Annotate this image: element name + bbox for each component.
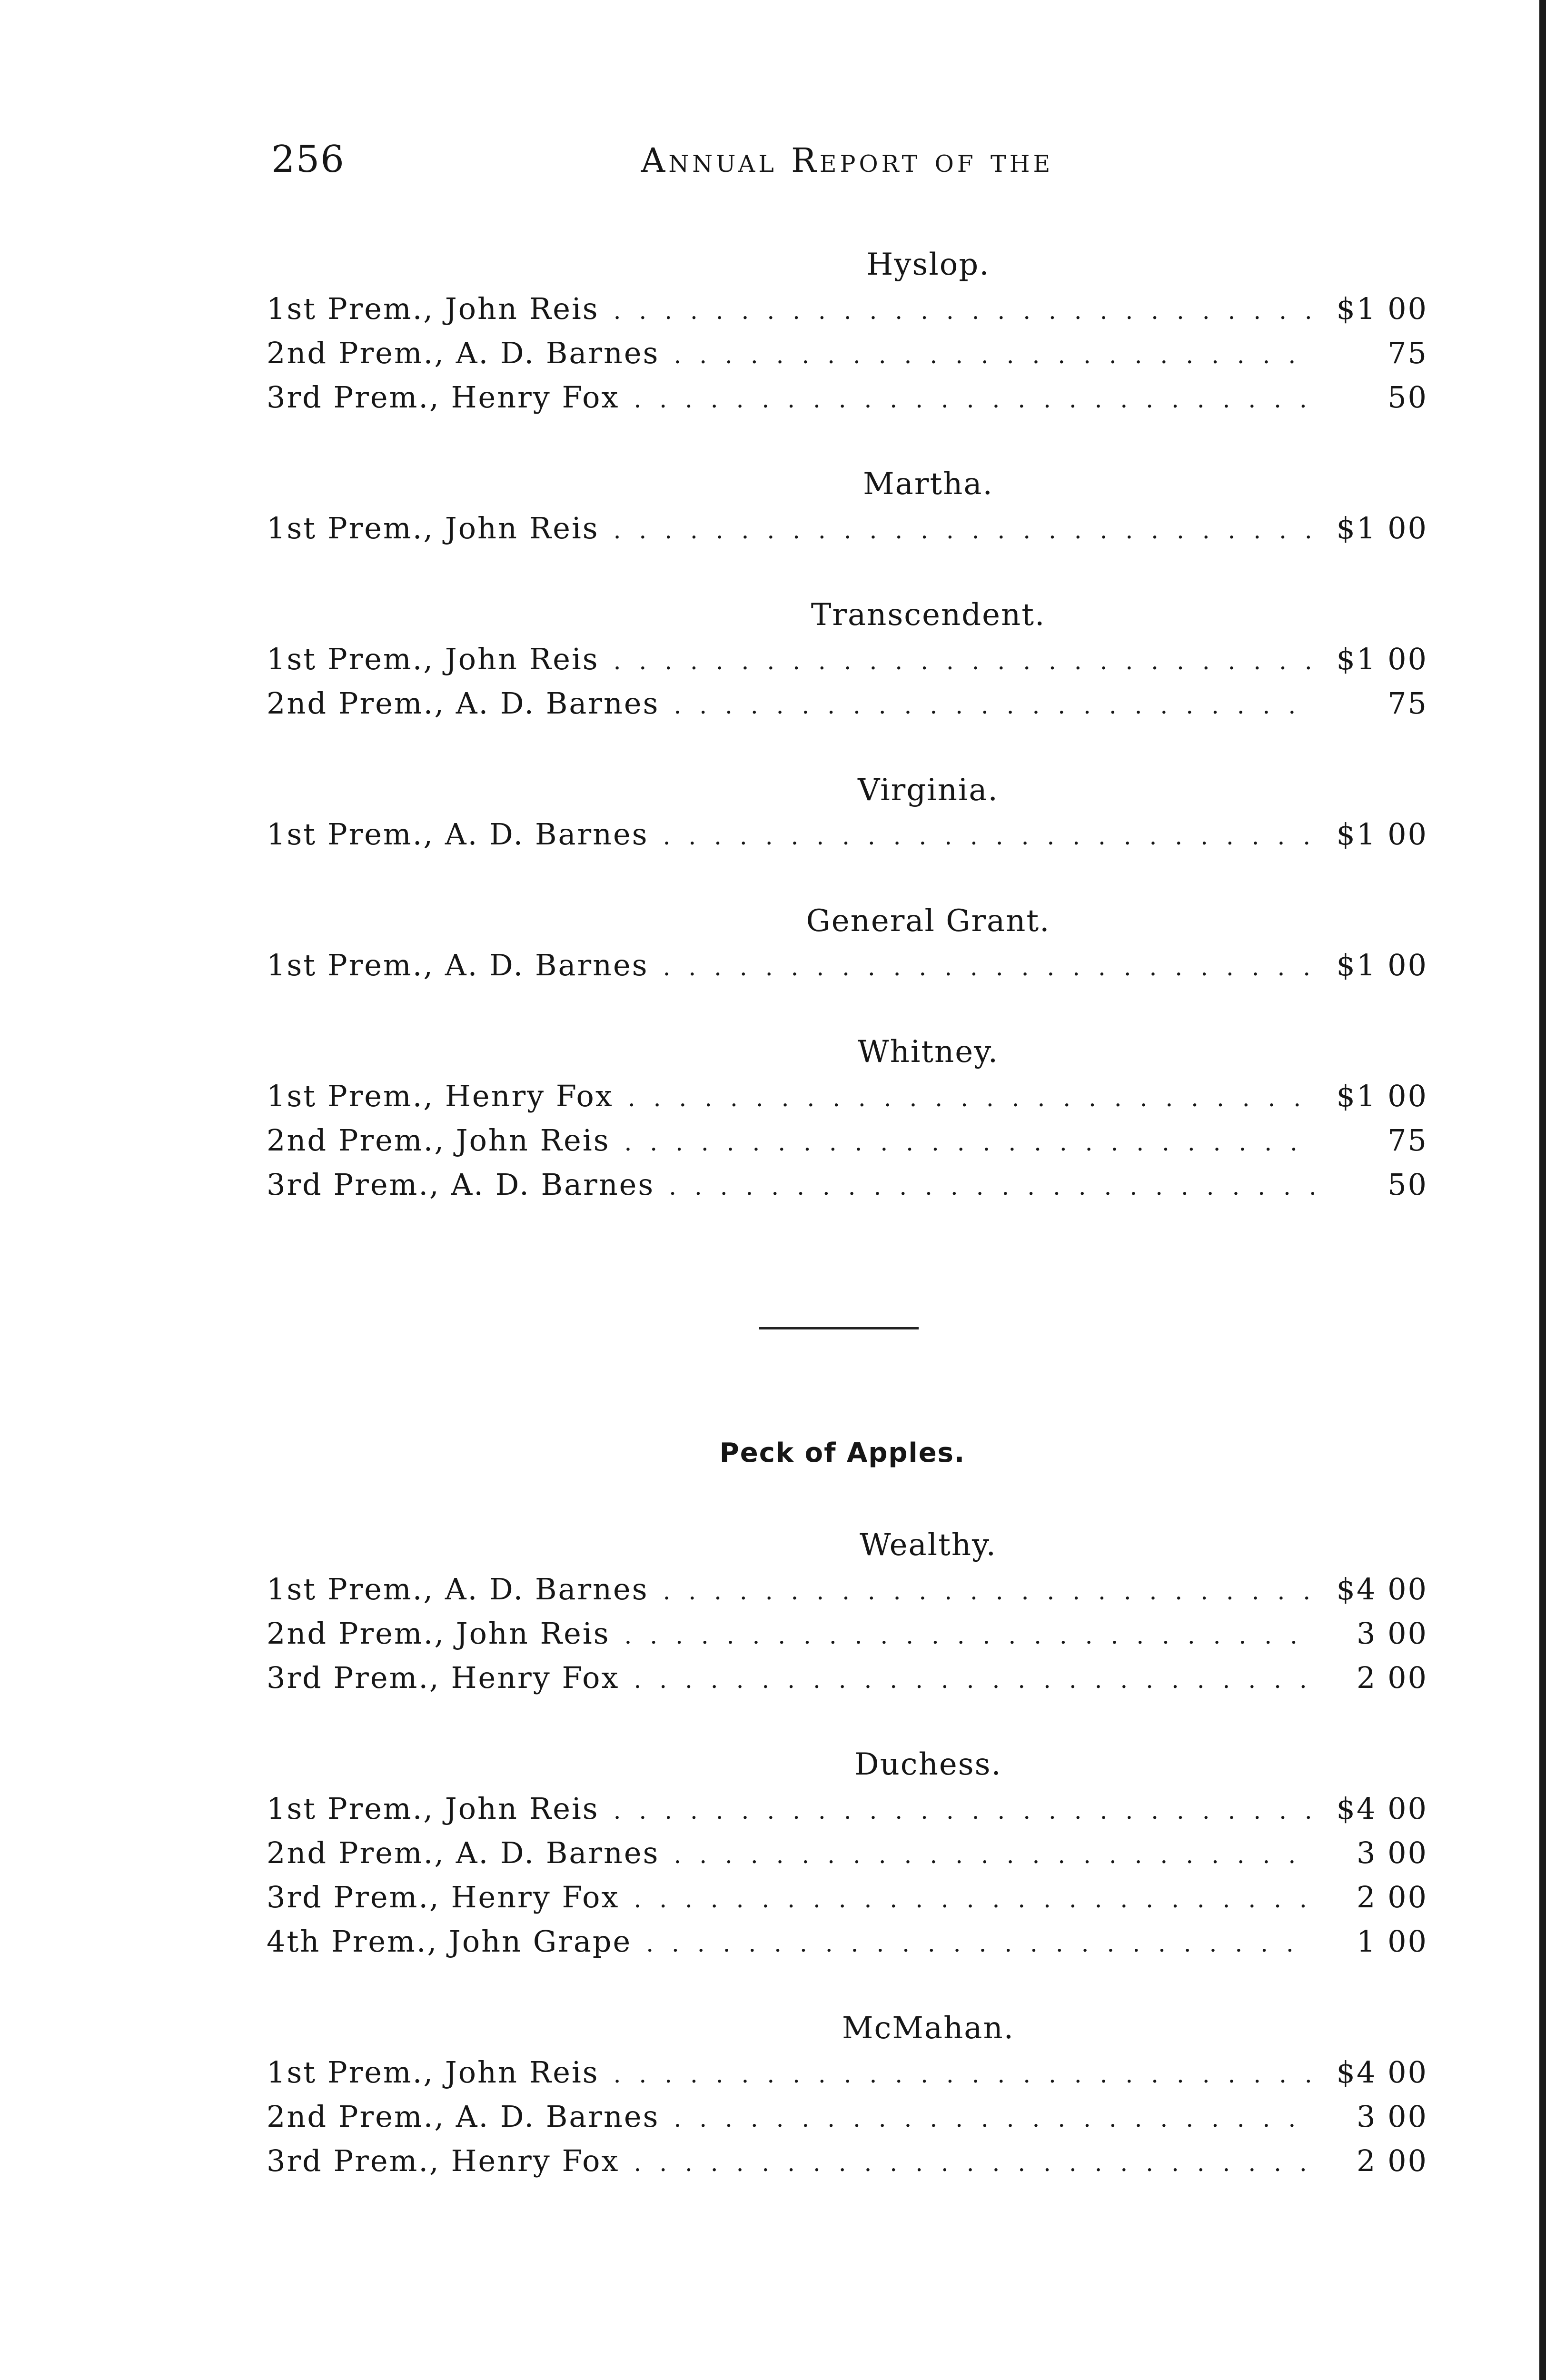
dot-leader — [634, 1658, 1314, 1702]
dot-leader — [614, 2053, 1314, 2097]
premium-amount: $1 00 — [1336, 817, 1428, 852]
dot-leader — [634, 1877, 1314, 1922]
premium-label: 4th Prem., John Grape — [267, 1924, 632, 1959]
premium-amount: 75 — [1387, 686, 1428, 721]
premium-amount: 2 00 — [1356, 2143, 1428, 2178]
premium-amount: 1 00 — [1356, 1924, 1428, 1959]
variety-section-general-grant — [267, 899, 1428, 987]
variety-title: Wealthy. — [860, 1527, 997, 1563]
variety-section-wealthy — [267, 1523, 1428, 1700]
premium-list-peck-of-apples — [267, 1523, 1428, 2183]
dot-leader — [674, 2097, 1314, 2141]
premium-entry — [267, 1162, 1428, 1207]
dot-leader — [614, 289, 1314, 333]
dot-leader — [669, 1165, 1314, 1209]
premium-amount: 75 — [1387, 336, 1428, 370]
premium-entry — [267, 2139, 1428, 2183]
premium-label: 2nd Prem., A. D. Barnes — [267, 336, 660, 370]
premium-amount: $1 00 — [1336, 1079, 1428, 1113]
premium-entry — [267, 1118, 1428, 1162]
variety-title: Duchess. — [854, 1747, 1002, 1782]
dot-leader — [646, 1922, 1314, 1966]
variety-title: McMahan. — [842, 2011, 1014, 2046]
premium-label: 3rd Prem., Henry Fox — [267, 380, 620, 415]
variety-section-hyslop — [267, 243, 1428, 419]
dot-leader — [614, 508, 1314, 553]
premium-label: 2nd Prem., A. D. Barnes — [267, 2099, 660, 2134]
dot-leader — [628, 1076, 1314, 1121]
variety-title: General Grant. — [806, 903, 1050, 939]
premium-amount: $4 00 — [1336, 1791, 1428, 1826]
variety-section-whitney — [267, 1030, 1428, 1207]
running-head: Annual Report of the — [641, 141, 1054, 180]
page-edge-shadow — [1539, 0, 1546, 2380]
dot-leader — [663, 814, 1314, 859]
premium-amount: 75 — [1387, 1123, 1428, 1158]
premium-amount: 3 00 — [1356, 2099, 1428, 2134]
premium-amount: $1 00 — [1336, 511, 1428, 545]
dot-leader — [674, 1833, 1314, 1877]
premium-amount: 50 — [1387, 380, 1428, 415]
premium-entry — [267, 506, 1428, 550]
variety-section-transcendent — [267, 593, 1428, 725]
premium-entry — [267, 1875, 1428, 1919]
premium-entry — [267, 637, 1428, 681]
dot-leader — [663, 945, 1314, 990]
premium-label: 1st Prem., John Reis — [267, 511, 599, 545]
premium-label: 1st Prem., Henry Fox — [267, 1079, 614, 1113]
premium-list-varieties — [267, 243, 1428, 1207]
dot-leader — [663, 1569, 1314, 1614]
premium-label: 1st Prem., John Reis — [267, 291, 599, 326]
premium-label: 1st Prem., A. D. Barnes — [267, 817, 649, 852]
variety-section-martha — [267, 462, 1428, 550]
premium-label: 1st Prem., John Reis — [267, 642, 599, 676]
variety-title: Hyslop. — [866, 247, 990, 282]
premium-label: 2nd Prem., A. D. Barnes — [267, 1835, 660, 1870]
premium-amount: $1 00 — [1336, 291, 1428, 326]
premium-label: 3rd Prem., A. D. Barnes — [267, 1167, 655, 1202]
variety-title: Whitney. — [857, 1034, 999, 1070]
variety-title: Transcendent. — [811, 597, 1046, 633]
premium-amount: 50 — [1387, 1167, 1428, 1202]
premium-amount: $4 00 — [1336, 2055, 1428, 2090]
premium-entry — [267, 1919, 1428, 1964]
premium-entry — [267, 331, 1428, 375]
page-header — [267, 138, 1428, 190]
premium-label: 1st Prem., John Reis — [267, 1791, 599, 1826]
premium-label: 1st Prem., A. D. Barnes — [267, 948, 649, 982]
sub-heading: Peck of Apples. — [719, 1438, 966, 1468]
premium-amount: 2 00 — [1356, 1880, 1428, 1914]
premium-amount: $4 00 — [1336, 1572, 1428, 1606]
premium-entry — [267, 2050, 1428, 2094]
premium-entry — [267, 375, 1428, 419]
premium-label: 3rd Prem., Henry Fox — [267, 1660, 620, 1695]
premium-amount: 2 00 — [1356, 1660, 1428, 1695]
variety-title: Virginia. — [858, 773, 999, 808]
dot-leader — [624, 1121, 1314, 1165]
section-divider — [759, 1327, 919, 1329]
premium-entry — [267, 1567, 1428, 1611]
premium-amount: $1 00 — [1336, 948, 1428, 982]
premium-entry — [267, 812, 1428, 856]
dot-leader — [614, 1789, 1314, 1833]
premium-entry — [267, 1656, 1428, 1700]
premium-entry — [267, 1786, 1428, 1831]
dot-leader — [614, 639, 1314, 684]
premium-entry — [267, 287, 1428, 331]
page-number: 256 — [271, 138, 345, 181]
variety-section-duchess — [267, 1743, 1428, 1964]
dot-leader — [624, 1614, 1314, 1658]
premium-amount: $1 00 — [1336, 642, 1428, 676]
premium-label: 3rd Prem., Henry Fox — [267, 2143, 620, 2178]
premium-label: 1st Prem., John Reis — [267, 2055, 599, 2090]
premium-label: 2nd Prem., A. D. Barnes — [267, 686, 660, 721]
premium-label: 1st Prem., A. D. Barnes — [267, 1572, 649, 1606]
variety-section-virginia — [267, 768, 1428, 856]
variety-section-mcmahan — [267, 2006, 1428, 2183]
premium-entry — [267, 2094, 1428, 2139]
dot-leader — [634, 377, 1314, 422]
premium-label: 2nd Prem., John Reis — [267, 1123, 610, 1158]
dot-leader — [674, 684, 1314, 728]
dot-leader — [634, 2141, 1314, 2185]
premium-entry — [267, 1831, 1428, 1875]
premium-entry — [267, 1074, 1428, 1118]
premium-entry — [267, 943, 1428, 987]
dot-leader — [674, 333, 1314, 377]
premium-label: 3rd Prem., Henry Fox — [267, 1880, 620, 1914]
premium-amount: 3 00 — [1356, 1835, 1428, 1870]
premium-entry — [267, 1611, 1428, 1656]
premium-label: 2nd Prem., John Reis — [267, 1616, 610, 1651]
premium-entry — [267, 681, 1428, 725]
variety-title: Martha. — [863, 466, 993, 502]
premium-amount: 3 00 — [1356, 1616, 1428, 1651]
